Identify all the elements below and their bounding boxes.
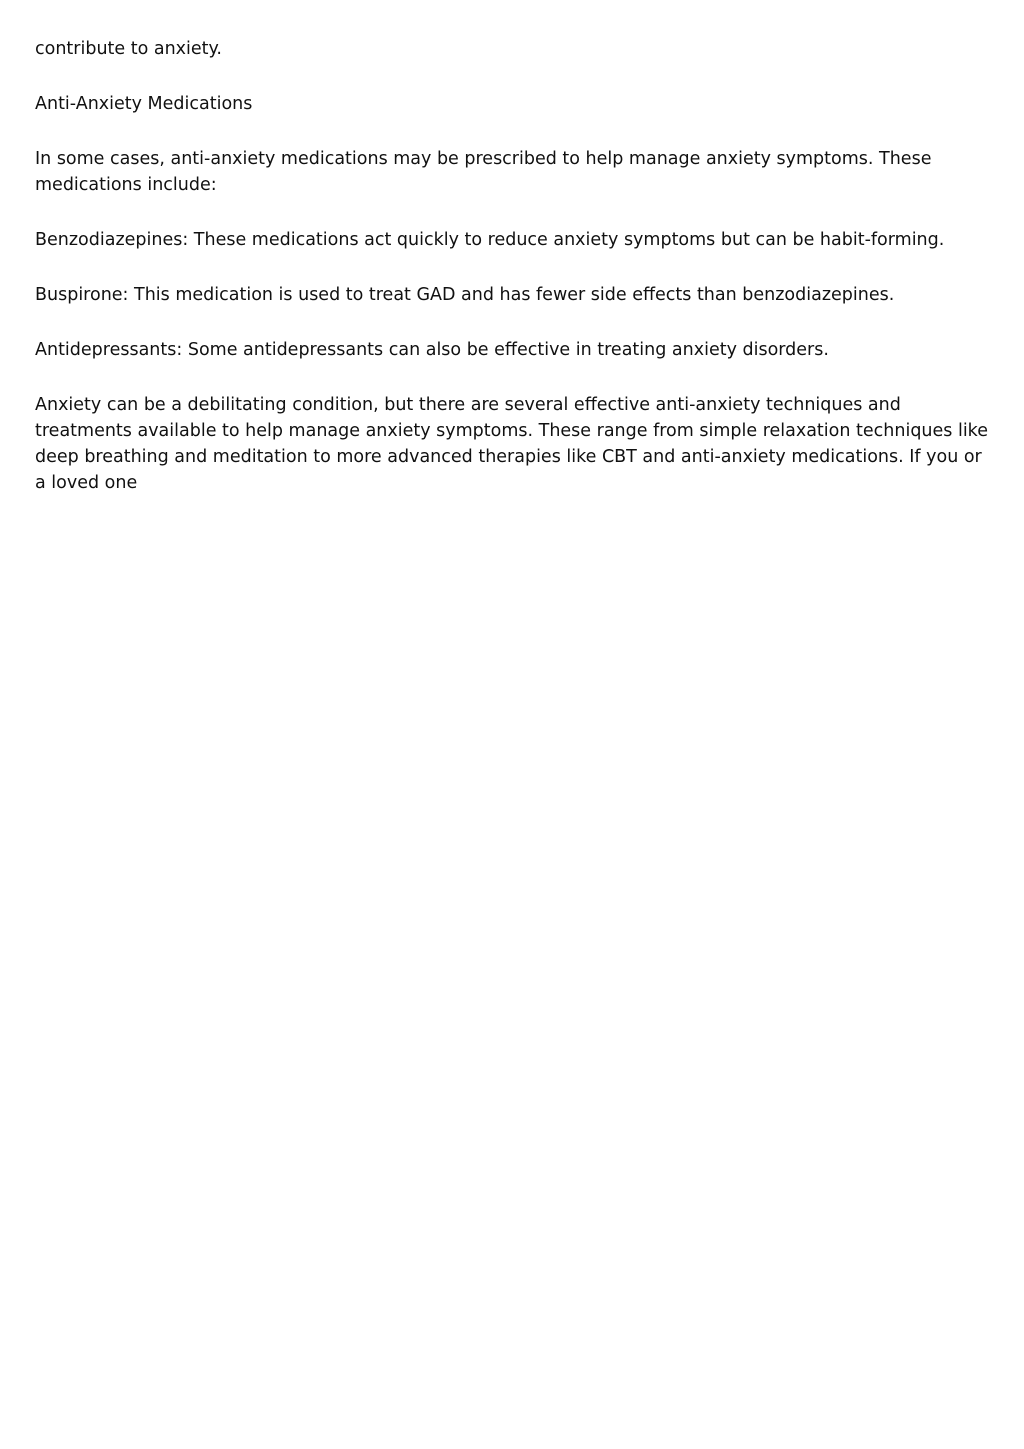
- paragraph-medications-intro: In some cases, anti-anxiety medications may be prescribed to help manage anxiety symptoms. These medications include:: [35, 149, 932, 195]
- paragraph-benzodiazepines: Benzodiazepines: These medications act quickly to reduce anxiety symptoms but can be habit-forming.: [35, 230, 945, 250]
- document-page: [35, 36, 990, 525]
- paragraph-continuation: contribute to anxiety.: [35, 39, 222, 59]
- paragraph-antidepressants: Antidepressants: Some antidepressants can also be effective in treating anxiety disorders.: [35, 340, 829, 360]
- paragraph-conclusion: Anxiety can be a debilitating condition, but there are several effective anti-anxiety techniques and treatments available to help manage anxiety symptoms. These range from simple relaxation techniques like deep breathing and meditation to more advanced therapies like CBT and anti-anxiety medications. If you or a loved one: [35, 395, 988, 493]
- paragraph-buspirone: Buspirone: This medication is used to treat GAD and has fewer side effects than benzodiazepines.: [35, 285, 895, 305]
- section-heading-medications: Anti-Anxiety Medications: [35, 94, 253, 114]
